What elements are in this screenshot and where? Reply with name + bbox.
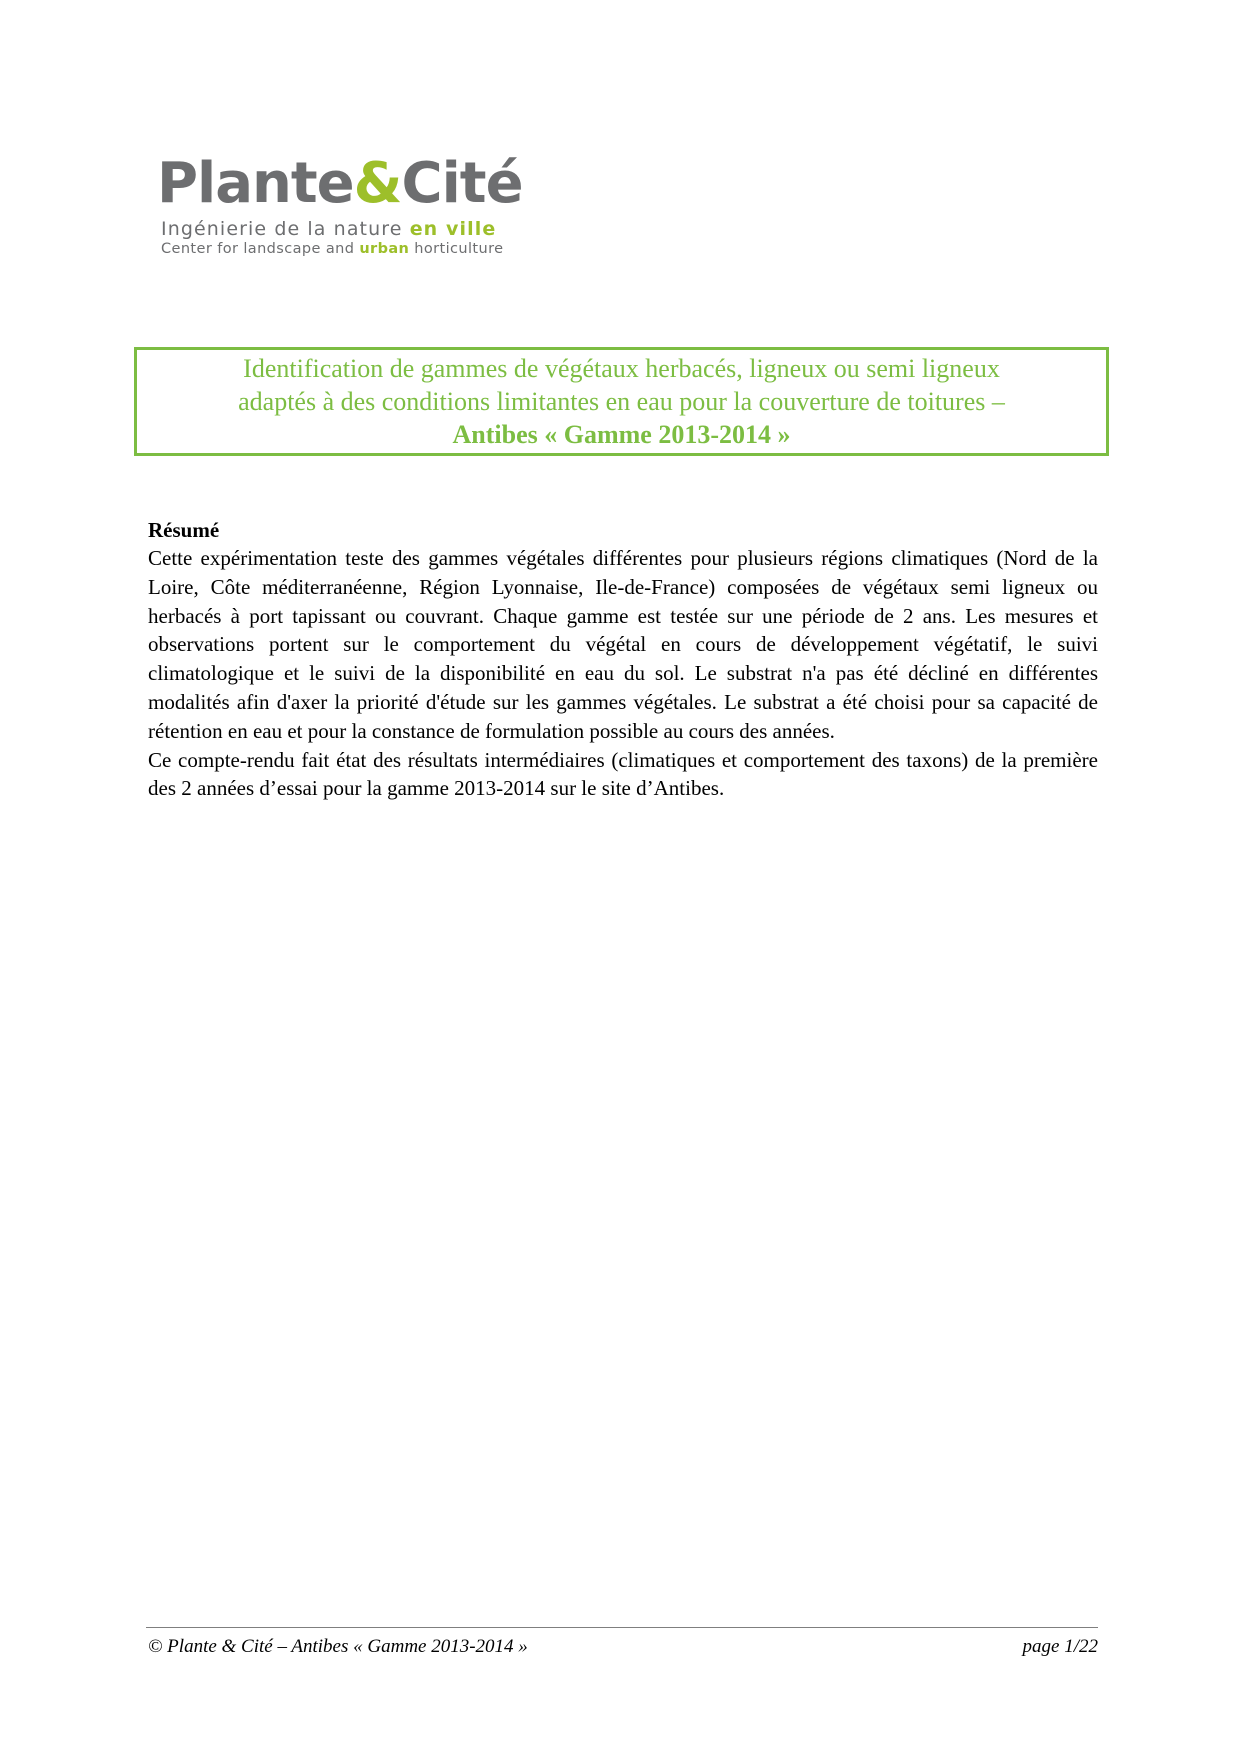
logo-tagline-fr: Ingénierie de la nature en ville — [161, 218, 497, 240]
logo-wordmark — [157, 151, 523, 216]
footer-page-number: page 1/22 — [1022, 1636, 1098, 1657]
logo-tagline-en: Center for landscape and urban horticulture — [161, 241, 504, 257]
logo-name-part1: Plante — [157, 151, 354, 216]
document-title-box — [134, 347, 1109, 456]
title-line-3: Antibes « Gamme 2013-2014 » — [452, 420, 791, 449]
title-line-2: adaptés à des conditions limitantes en eau pour la couverture de toitures – — [238, 387, 1005, 416]
plante-cite-logo — [157, 151, 523, 258]
abstract-heading: Résumé — [148, 518, 220, 542]
footer-copyright: © Plante & Cité – Antibes « Gamme 2013-2014 » — [148, 1636, 528, 1657]
logo-ampersand: & — [353, 151, 402, 216]
footer-divider — [146, 1627, 1098, 1628]
abstract-section — [148, 516, 1098, 803]
logo-name-part3: Cité — [401, 151, 523, 216]
abstract-paragraph-1: Cette expérimentation teste des gammes végétales différentes pour plusieurs régions climatiques (Nord de la Loire, Côte méditerranéenne, Région Lyonnaise, Ile-de-France) composées de végétaux semi ligneux ou herbacés à port tapissant ou couvrant. Chaque gamme est testée sur une période de 2 ans. Les mesures et observations portent sur le comportement du végétal en cours de développement végétatif, le suivi climatologique et le suivi de la disponibilité en eau du sol. Le substrat n'a pas été décliné en différentes modalités afin d'axer la priorité d'étude sur les gammes végétales. Le substrat a été choisi pour sa capacité de rétention en eau et pour la constance de formulation possible au cours des années. — [148, 546, 1098, 743]
abstract-paragraph-2: Ce compte-rendu fait état des résultats intermédiaires (climatiques et comportement des taxons) de la première des 2 années d’essai pour la gamme 2013-2014 sur le site d’Antibes. — [148, 747, 1098, 801]
title-line-1: Identification de gammes de végétaux herbacés, ligneux ou semi ligneux — [243, 354, 1000, 383]
